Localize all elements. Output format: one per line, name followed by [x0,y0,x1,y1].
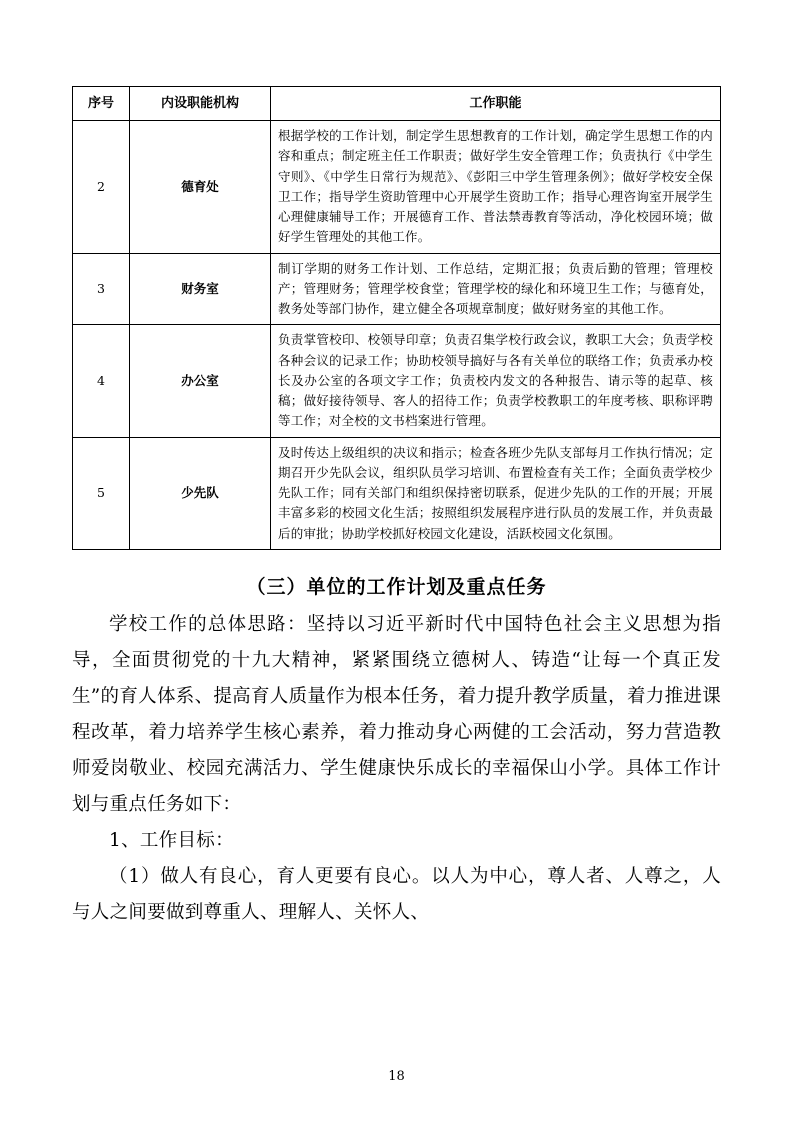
section-heading: （三）单位的工作计划及重点任务 [246,575,547,598]
duty-table [72,86,721,550]
row-no: 5 [73,437,130,549]
column-header-org: 内设职能机构 [130,87,271,121]
row-org: 少先队 [130,437,271,549]
row-no: 2 [73,121,130,254]
row-duty: 根据学校的工作计划，制定学生思想教育的工作计划，确定学生思想工作的内容和重点；制定班主任工作职责；做好学生安全管理工作；负责执行《中学生守则》、《中学生日常行为规范》、《彭阳三中学生管理条例》；做好学校安全保卫工作；指导学生资助管理中心开展学生资助工作；指导心理咨询室开展学生心理健康辅导工作；开展德育工作、普法禁毒教育等活动，净化校园环境；做好学生管理处的其他工作。 [271,121,721,254]
row-duty: 及时传达上级组织的决议和指示；检查各班少先队支部每月工作执行情况；定期召开少先队会议，组织队员学习培训、布置检查有关工作；全面负责学校少先队工作；同有关部门和组织保持密切联系，促进少先队的工作的开展；开展丰富多彩的校园文化生活；按照组织发展程序进行队员的发展工作，并负责最后的审批；协助学校抓好校园文化建设，活跃校园文化氛围。 [271,437,721,549]
table-row [73,437,721,549]
table-row [73,121,721,254]
row-duty: 制订学期的财务工作计划、工作总结，定期汇报；负责后勤的管理；管理校产；管理财务；管理学校食堂；管理学校的绿化和环境卫生工作；与德育处，教务处等部门协作，建立健全各项规章制度；做好财务室的其他工作。 [271,253,721,325]
page-content [72,86,721,931]
paragraph-work-goal-item-1: （1）做人有良心，育人更要有良心。以人为中心，尊人者、人尊之，人与人之间要做到尊重人、理解人、关怀人、 [72,866,721,924]
row-no: 3 [73,253,130,325]
row-no: 4 [73,325,130,437]
table-row [73,253,721,325]
page-number: 18 [388,1069,405,1084]
row-org: 德育处 [130,121,271,254]
paragraph-overall-plan: 学校工作的总体思路：坚持以习近平新时代中国特色社会主义思想为指导，全面贯彻党的十九大精神，紧紧围绕立德树人、铸造“让每一个真正发生”的育人体系、提高育人质量作为根本任务，着力提升教学质量，着力推进课程改革，着力培养学生核心素养，着力推动身心两健的工会活动，努力营造教师爱岗敬业、校园充满活力、学生健康快乐成长的幸福保山小学。具体工作计划与重点任务如下： [72,613,721,816]
table-header-row [73,87,721,121]
column-header-no: 序号 [73,87,130,121]
table-row [73,325,721,437]
row-org: 办公室 [130,325,271,437]
paragraph-work-goal-title: 1、工作目标： [109,830,234,852]
table-header [73,87,721,121]
row-org: 财务室 [130,253,271,325]
table-body [73,121,721,550]
row-duty: 负责掌管校印、校领导印章；负责召集学校行政会议，教职工大会；负责学校各种会议的记录工作；协助校领导搞好与各有关单位的联络工作；负责承办校长及办公室的各项文字工作；负责校内发文的各种报告、请示等的起草、核稿；做好接待领导、客人的招待工作；负责学校教职工的年度考核、职称评聘等工作；对全校的文书档案进行管理。 [271,325,721,437]
column-header-duty: 工作职能 [271,87,721,121]
